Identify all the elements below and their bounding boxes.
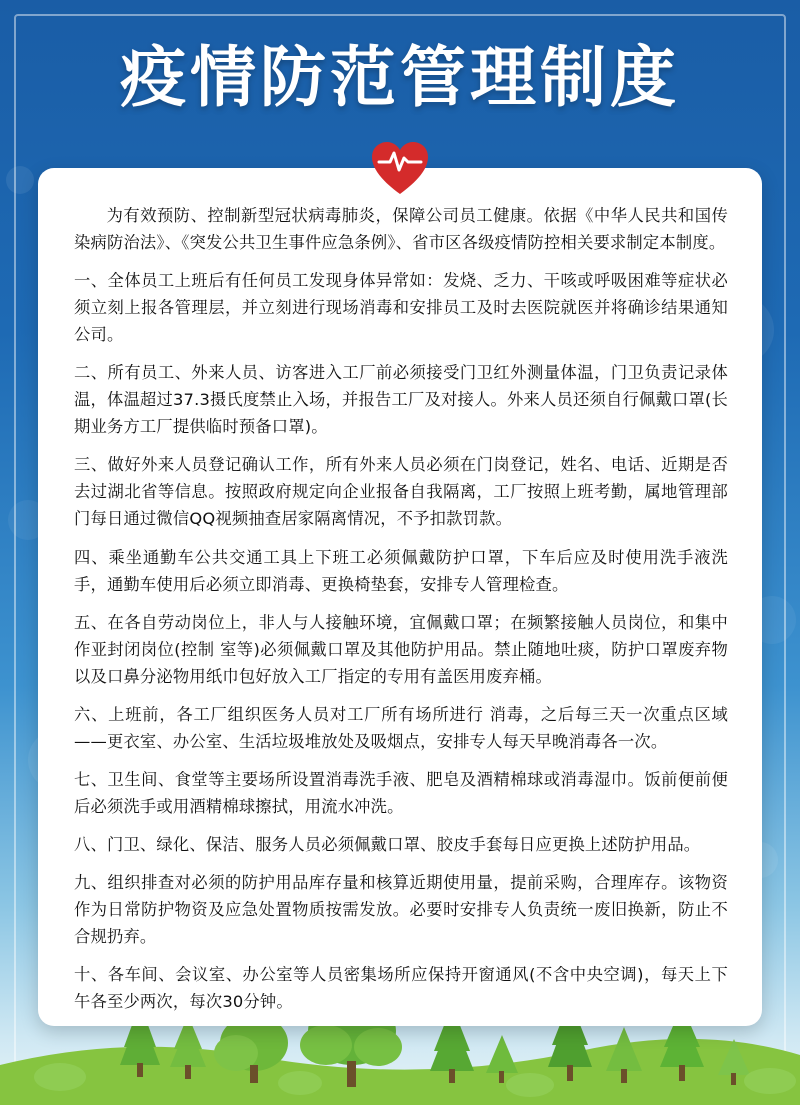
heart-with-pulse-icon xyxy=(370,140,430,196)
paragraph-preamble: 为有效预防、控制新型冠状病毒肺炎，保障公司员工健康。依据《中华人民共和国传染病防治法》、《突发公共卫生事件应急条例》、省市区各级疫情防控相关要求制定本制度。 xyxy=(74,206,728,253)
paragraph-item-4: 四、乘坐通勤车公共交通工具上下班工必须佩戴防护口罩，下车后应及时使用洗手液洗手，通勤车使用后必须立即消毒、更换椅垫套，安排专人管理检查。 xyxy=(74,547,728,594)
paragraph-item-7: 七、卫生间、食堂等主要场所设置消毒洗手液、肥皂及酒精棉球或消毒湿巾。饭前便前便后必须洗手或用酒精棉球擦拭，用流水冲洗。 xyxy=(74,769,728,816)
paragraph-item-1: 一、全体员工上班后有任何员工发现身体异常如：发烧、乏力、干咳或呼吸困难等症状必须立刻上报各管理层，并立刻进行现场消毒和安排员工及时去医院就医并将确诊结果通知公司。 xyxy=(74,271,728,345)
paragraph-item-5: 五、在各自劳动岗位上，非人与人接触环境，宜佩戴口罩；在频繁接触人员岗位，和集中作亚封闭岗位(控制 室等)必须佩戴口罩及其他防护用品。禁止随地吐痰，防护口罩废弃物以及口鼻分泌物用纸巾包好放入工厂指定的专用有盖医用废弃桶。 xyxy=(74,612,728,686)
paragraph-item-6: 六、上班前，各工厂组织医务人员对工厂所有场所进行 消毒，之后每三天一次重点区域——更衣室、办公室、生活垃圾堆放处及吸烟点，安排专人每天早晚消毒各一次。 xyxy=(74,704,728,751)
paragraph-item-10: 十、各车间、会议室、办公室等人员密集场所应保持开窗通风(不含中央空调)，每天上下午各至少两次，每次30分钟。 xyxy=(74,965,728,1012)
content-card xyxy=(38,168,762,1026)
paragraph-item-3: 三、做好外来人员登记确认工作，所有外来人员必须在门岗登记，姓名、电话、近期是否去过湖北省等信息。按照政府规定向企业报备自我隔离，工厂按照上班考勤，属地管理部门每日通过微信QQ视频抽查居家隔离情况，不予扣款罚款。 xyxy=(74,455,728,529)
title-container xyxy=(0,39,800,116)
content-body xyxy=(74,202,728,1012)
paragraph-item-9: 九、组织排查对必须的防护用品库存量和核算近期使用量，提前采购，合理库存。该物资作为日常防护物资及应急处置物质按需发放。必要时安排专人负责统一废旧换新，防止不合规扔弃。 xyxy=(74,872,728,947)
page-title: 疫情防范管理制度 xyxy=(120,39,680,116)
paragraph-item-8: 八、门卫、绿化、保洁、服务人员必须佩戴口罩、胶皮手套每日应更换上述防护用品。 xyxy=(74,834,701,854)
paragraph-item-2: 二、所有员工、外来人员、访客进入工厂前必须接受门卫红外测量体温，门卫负责记录体温，体温超过37.3摄氏度禁止入场，并报告工厂及对接人。外来人员还须自行佩戴口罩(长期业务方工厂提供临时预备口罩)。 xyxy=(74,363,728,437)
